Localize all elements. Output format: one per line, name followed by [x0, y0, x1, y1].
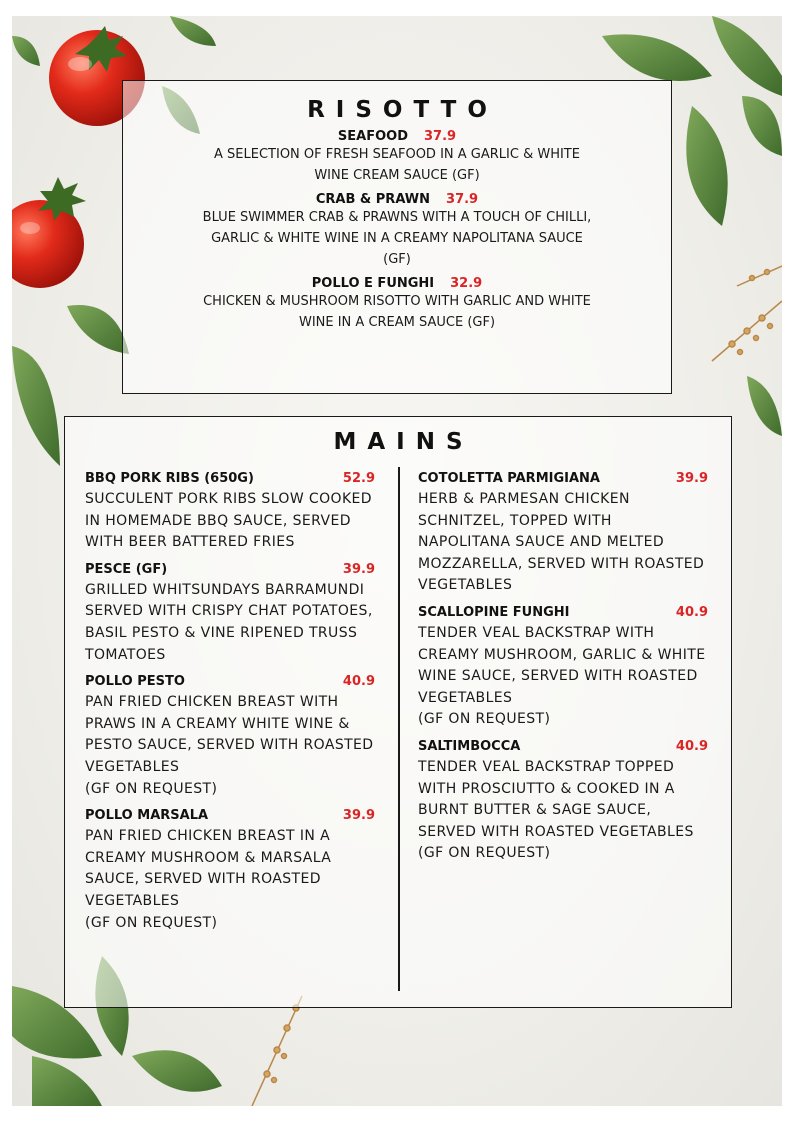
item-description: GRILLED WHITSUNDAYS BARRAMUNDI SERVED WITH CRISPY CHAT POTATOES, BASIL PESTO & VINE RIPENED TRUSS TOMATOES	[85, 581, 373, 663]
item-name: SALTIMBOCCA	[418, 738, 521, 754]
item-description: HERB & PARMESAN CHICKEN SCHNITZEL, TOPPED WITH NAPOLITANA SAUCE AND MELTED MOZZARELLA, SERVED WITH ROASTED VEGETABLES	[418, 491, 705, 594]
item-name: POLLO MARSALA	[85, 808, 209, 824]
item-price: 39.9	[675, 471, 708, 486]
item-price: 37.9	[446, 192, 479, 207]
risotto-section	[122, 80, 672, 394]
item-description: TENDER VEAL BACKSTRAP WITH CREAMY MUSHROOM, GARLIC & WHITE WINE SAUCE, SERVED WITH ROASTED VEGETABLES	[418, 624, 706, 706]
column-divider	[398, 467, 400, 991]
item-name: POLLO PESTO	[85, 674, 185, 690]
item-price: 37.9	[424, 129, 457, 144]
item-name: COTOLETTA PARMIGIANA	[418, 471, 600, 486]
menu-item	[418, 469, 708, 597]
mains-right-column	[418, 469, 708, 871]
item-description: TENDER VEAL BACKSTRAP TOPPED WITH PROSCIUTTO & COOKED IN A BURNT BUTTER & SAGE SAUCE, SERVED WITH ROASTED VEGETABLES	[418, 758, 694, 840]
item-price: 40.9	[342, 674, 375, 690]
item-name: SEAFOOD	[337, 129, 408, 144]
item-description: SUCCULENT PORK RIBS SLOW COOKED IN HOMEMADE BBQ SAUCE, SERVED WITH BEER BATTERED FRIES	[85, 491, 372, 551]
mains-title: MAINS	[333, 429, 474, 455]
menu-item	[123, 276, 671, 333]
item-note: (GF ON REQUEST)	[418, 845, 551, 862]
item-price: 40.9	[675, 604, 708, 620]
item-description: A SELECTION OF FRESH SEAFOOD IN A GARLIC & WHITE WINE CREAM SAUCE (GF)	[214, 147, 580, 183]
item-price: 39.9	[342, 808, 375, 824]
menu-item	[85, 806, 375, 934]
item-price: 40.9	[675, 738, 708, 754]
item-note: (GF ON REQUEST)	[85, 780, 218, 797]
tomato-icon	[12, 177, 86, 288]
item-description: PAN FRIED CHICKEN BREAST IN A CREAMY MUSHROOM & MARSALA SAUCE, SERVED WITH ROASTED VEGETABLES	[85, 828, 332, 909]
menu-item	[418, 603, 708, 731]
menu-item	[85, 560, 375, 666]
item-name: CRAB & PRAWN	[315, 192, 431, 207]
item-description: CHICKEN & MUSHROOM RISOTTO WITH GARLIC AND WHITE WINE IN A CREAM SAUCE (GF)	[203, 294, 591, 330]
item-name: POLLO E FUNGHI	[311, 276, 435, 291]
herb-sprig-icon	[252, 996, 302, 1106]
menu-item	[85, 672, 375, 800]
item-price: 39.9	[342, 561, 375, 577]
item-note: (GF ON REQUEST)	[418, 711, 551, 728]
mains-left-column	[85, 469, 375, 940]
menu-item	[418, 737, 708, 865]
item-name: SCALLOPINE FUNGHI	[418, 604, 570, 620]
item-note: (GF ON REQUEST)	[85, 914, 218, 931]
menu-item	[123, 129, 671, 186]
item-name: BBQ PORK RIBS (650G)	[85, 471, 254, 486]
mains-section	[64, 416, 732, 1008]
item-price: 52.9	[342, 471, 375, 486]
item-description: PAN FRIED CHICKEN BREAST WITH PRAWS IN A CREAMY WHITE WINE & PESTO SAUCE, SERVED WITH ROASTED VEGETABLES	[85, 694, 374, 775]
menu-page	[12, 16, 782, 1106]
item-price: 32.9	[450, 276, 483, 291]
item-description: BLUE SWIMMER CRAB & PRAWNS WITH A TOUCH OF CHILLI, GARLIC & WHITE WINE IN A CREAMY NAPOLITANA SAUCE (GF)	[202, 210, 592, 267]
risotto-title: RISOTTO	[307, 97, 498, 123]
item-name: PESCE (GF)	[85, 561, 168, 577]
menu-item	[123, 192, 671, 270]
menu-item	[85, 469, 375, 554]
herb-sprig-icon	[712, 266, 782, 361]
